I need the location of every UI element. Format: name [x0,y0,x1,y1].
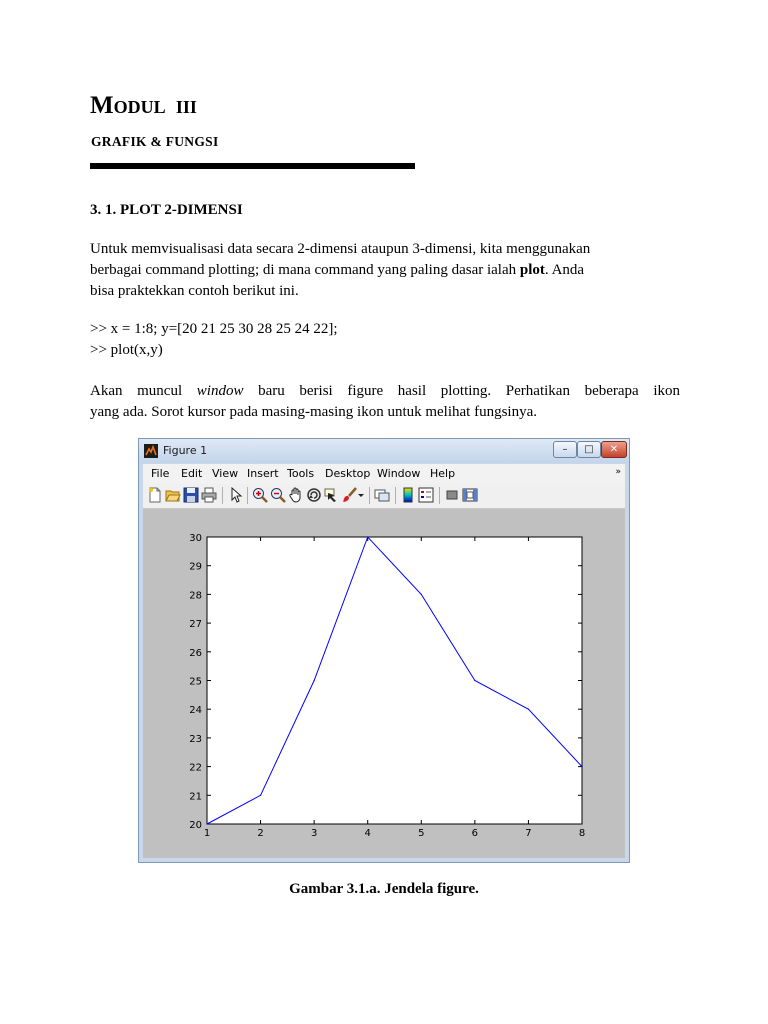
matlab-figure-icon [144,444,158,458]
intro-line-1: Untuk memvisualisasi data secara 2-dimensi ataupun 3-dimensi, kita menggunakan [90,241,591,257]
x-tick-label: 3 [310,828,318,839]
print-icon[interactable] [201,487,217,503]
toolbar-separator [395,487,396,504]
y-tick-label: 29 [189,561,202,573]
legend-icon[interactable] [418,487,434,503]
menu-desktop[interactable]: Desktop [325,467,371,480]
zoom-out-icon[interactable] [270,487,286,503]
brush-icon[interactable] [342,487,358,503]
x-tick-label: 7 [525,828,532,839]
x-tick-label: 4 [364,828,371,839]
y-tick-label: 23 [189,733,202,745]
module-title [90,92,197,121]
x-tick-label: 6 [471,828,479,839]
link-plot-icon[interactable] [374,487,390,503]
figure-caption: Gambar 3.1.a. Jendela figure. [289,881,479,897]
code-line: >> plot(x,y) [90,342,163,358]
brush-dropdown-icon[interactable] [357,487,365,503]
menu-window[interactable]: Window [377,467,421,480]
figure-toolbar [143,484,625,509]
window-line-2: yang ada. Sorot kursor pada masing-masing ikon untuk melihat fungsinya. [90,404,538,420]
y-tick-label: 30 [189,533,202,544]
title-divider [90,163,415,169]
figure-title: Figure 1 [163,444,208,457]
maximize-button[interactable]: □ [577,441,601,458]
x-tick-label: 5 [418,828,425,839]
data-point [581,766,582,767]
data-point [260,795,261,796]
rotate-3d-icon[interactable] [306,487,322,503]
hide-plot-tools-icon[interactable] [444,487,460,503]
show-plot-tools-icon[interactable] [462,487,478,503]
colorbar-icon[interactable] [400,487,416,503]
zoom-in-icon[interactable] [252,487,268,503]
x-tick-label: 8 [578,828,586,839]
intro-paragraph [90,239,680,302]
y-tick-label: 27 [189,619,202,631]
intro-line-2: berbagai command plotting; di mana command yang paling dasar ialah plot. Anda [90,262,585,278]
window-paragraph [90,381,680,423]
plot-area [207,537,582,824]
data-point [367,536,368,537]
y-tick-label: 21 [189,791,202,803]
data-point [528,709,529,710]
title-initial: M [90,92,114,119]
figure-title-bar[interactable] [139,439,629,463]
menu-edit[interactable]: Edit [181,467,203,480]
menu-file[interactable]: File [151,467,170,480]
open-file-icon[interactable] [165,487,181,503]
y-tick-label: 24 [189,705,202,717]
y-tick-label: 25 [189,676,202,688]
y-tick-label: 22 [189,762,202,774]
code-line: >> x = 1:8; y=[20 21 25 30 28 25 24 22]; [90,321,338,337]
menu-bar [143,464,625,484]
x-tick-label: 2 [257,828,264,839]
data-point [421,594,422,595]
toolbar-separator [439,487,440,504]
figure-window [138,438,630,863]
minimize-button[interactable]: – [553,441,577,458]
menu-help[interactable]: Help [430,467,456,480]
title-rest: ODUL [113,97,166,117]
menu-overflow-icon[interactable]: » [615,467,621,477]
figure-canvas [143,509,625,858]
data-point [314,680,315,681]
code-block [90,319,680,361]
new-figure-icon[interactable] [147,487,163,503]
toolbar-separator [247,487,248,504]
menu-insert[interactable]: Insert [247,467,279,480]
toolbar-separator [369,487,370,504]
pan-icon[interactable] [288,487,304,503]
y-tick-label: 20 [189,820,202,831]
toolbar-separator [222,487,223,504]
module-subtitle: GRAFIK & FUNGSI [91,134,219,149]
line-chart [143,509,625,858]
data-cursor-icon[interactable] [324,487,340,503]
window-italic: window [196,383,244,399]
data-point [474,680,475,681]
intro-line-3: bisa praktekkan contoh berikut ini. [90,283,299,299]
menu-tools[interactable]: Tools [287,467,315,480]
pointer-icon[interactable] [227,487,243,503]
y-tick-label: 28 [189,590,202,602]
x-tick-label: 1 [203,828,211,839]
close-button[interactable]: ✕ [601,441,627,458]
section-heading: 3. 1. PLOT 2-DIMENSI [90,202,243,218]
title-numeral: III [175,97,197,117]
window-line-1: Akan muncul window baru berisi figure hasil plotting. Perhatikan beberapa ikon [90,383,681,399]
data-point [206,823,207,824]
y-tick-label: 26 [189,647,202,659]
save-icon[interactable] [183,487,199,503]
menu-view[interactable]: View [212,467,239,480]
plot-keyword: plot [519,262,545,278]
